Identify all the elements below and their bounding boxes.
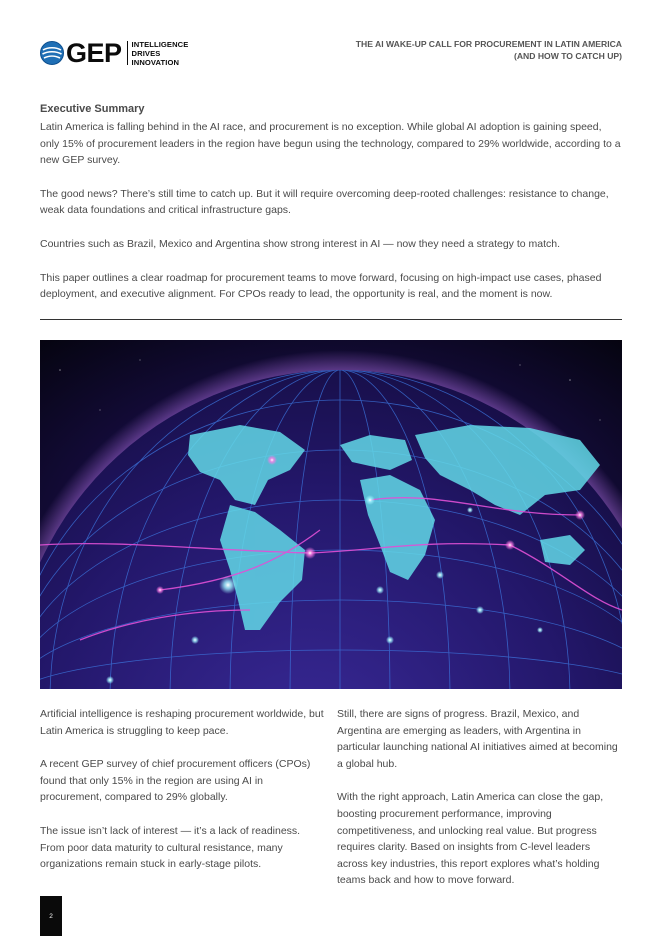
tagline-line: DRIVES xyxy=(131,48,161,58)
body-paragraph: Still, there are signs of progress. Brazil, Mexico, and Argentina are emerging as leaders, with Argentina in particular launching national AI initiatives aimed at becoming a global hub. xyxy=(337,708,618,770)
globe-network-icon xyxy=(40,340,622,689)
hero-image xyxy=(40,340,622,689)
page-header xyxy=(40,36,622,70)
section-divider xyxy=(40,319,622,320)
body-paragraph: The issue isn’t lack of interest — it’s a lack of readiness. From poor data maturity to cultural resistance, many organizations remain stuck in early-stage pilots. xyxy=(40,824,301,871)
gep-globe-icon xyxy=(40,41,64,65)
summary-paragraph: Countries such as Brazil, Mexico and Argentina show strong interest in AI — now they need a strategy to match. xyxy=(40,237,561,250)
document-title-line: THE AI WAKE-UP CALL FOR PROCUREMENT IN LATIN AMERICA xyxy=(355,39,622,49)
body-paragraph: With the right approach, Latin America can close the gap, boosting procurement performance, improving competitiveness, and unlocking real value. But progress requires clarity. Based on insights from C-level leaders across key industries, this report explores what’s holding teams back and how to move forward. xyxy=(337,791,604,887)
body-paragraph: A recent GEP survey of chief procurement officers (CPOs) found that only 15% in the region are using AI in procurement, compared to 29% globally. xyxy=(40,758,311,804)
tagline-line: INTELLIGENCE xyxy=(131,39,189,49)
summary-paragraph: This paper outlines a clear roadmap for procurement teams to move forward, focusing on high-impact use cases, phased deployment, and executive alignment. For CPOs ready to lead, the opportunity is real, and the moment is now. xyxy=(40,271,602,301)
summary-paragraph: Latin America is falling behind in the AI race, and procurement is no exception. While global AI adoption is gaining speed, only 15% of procurement leaders in the region have begun using the technology, compared to 29% worldwide, according to a new GEP survey. xyxy=(40,121,621,167)
summary-paragraph: The good news? There’s still time to catch up. But it will require overcoming deep-rooted challenges: resistance to change, weak data foundations and critical infrastructure gaps. xyxy=(40,187,609,217)
executive-summary xyxy=(40,102,622,320)
section-heading: Executive Summary xyxy=(40,103,145,115)
logo-divider xyxy=(127,41,128,65)
gep-logo xyxy=(40,36,188,70)
body-column-right xyxy=(337,706,622,906)
page-number: 2 xyxy=(40,896,62,936)
logo-wordmark: GEP xyxy=(66,37,122,68)
body-column-left xyxy=(40,706,325,890)
logo-tagline xyxy=(132,40,189,67)
body-paragraph: Artificial intelligence is reshaping procurement worldwide, but Latin America is struggling to keep pace. xyxy=(40,708,324,737)
document-title xyxy=(356,38,622,62)
tagline-line: INNOVATION xyxy=(131,57,180,67)
document-title-line: (AND HOW TO CATCH UP) xyxy=(513,51,622,61)
